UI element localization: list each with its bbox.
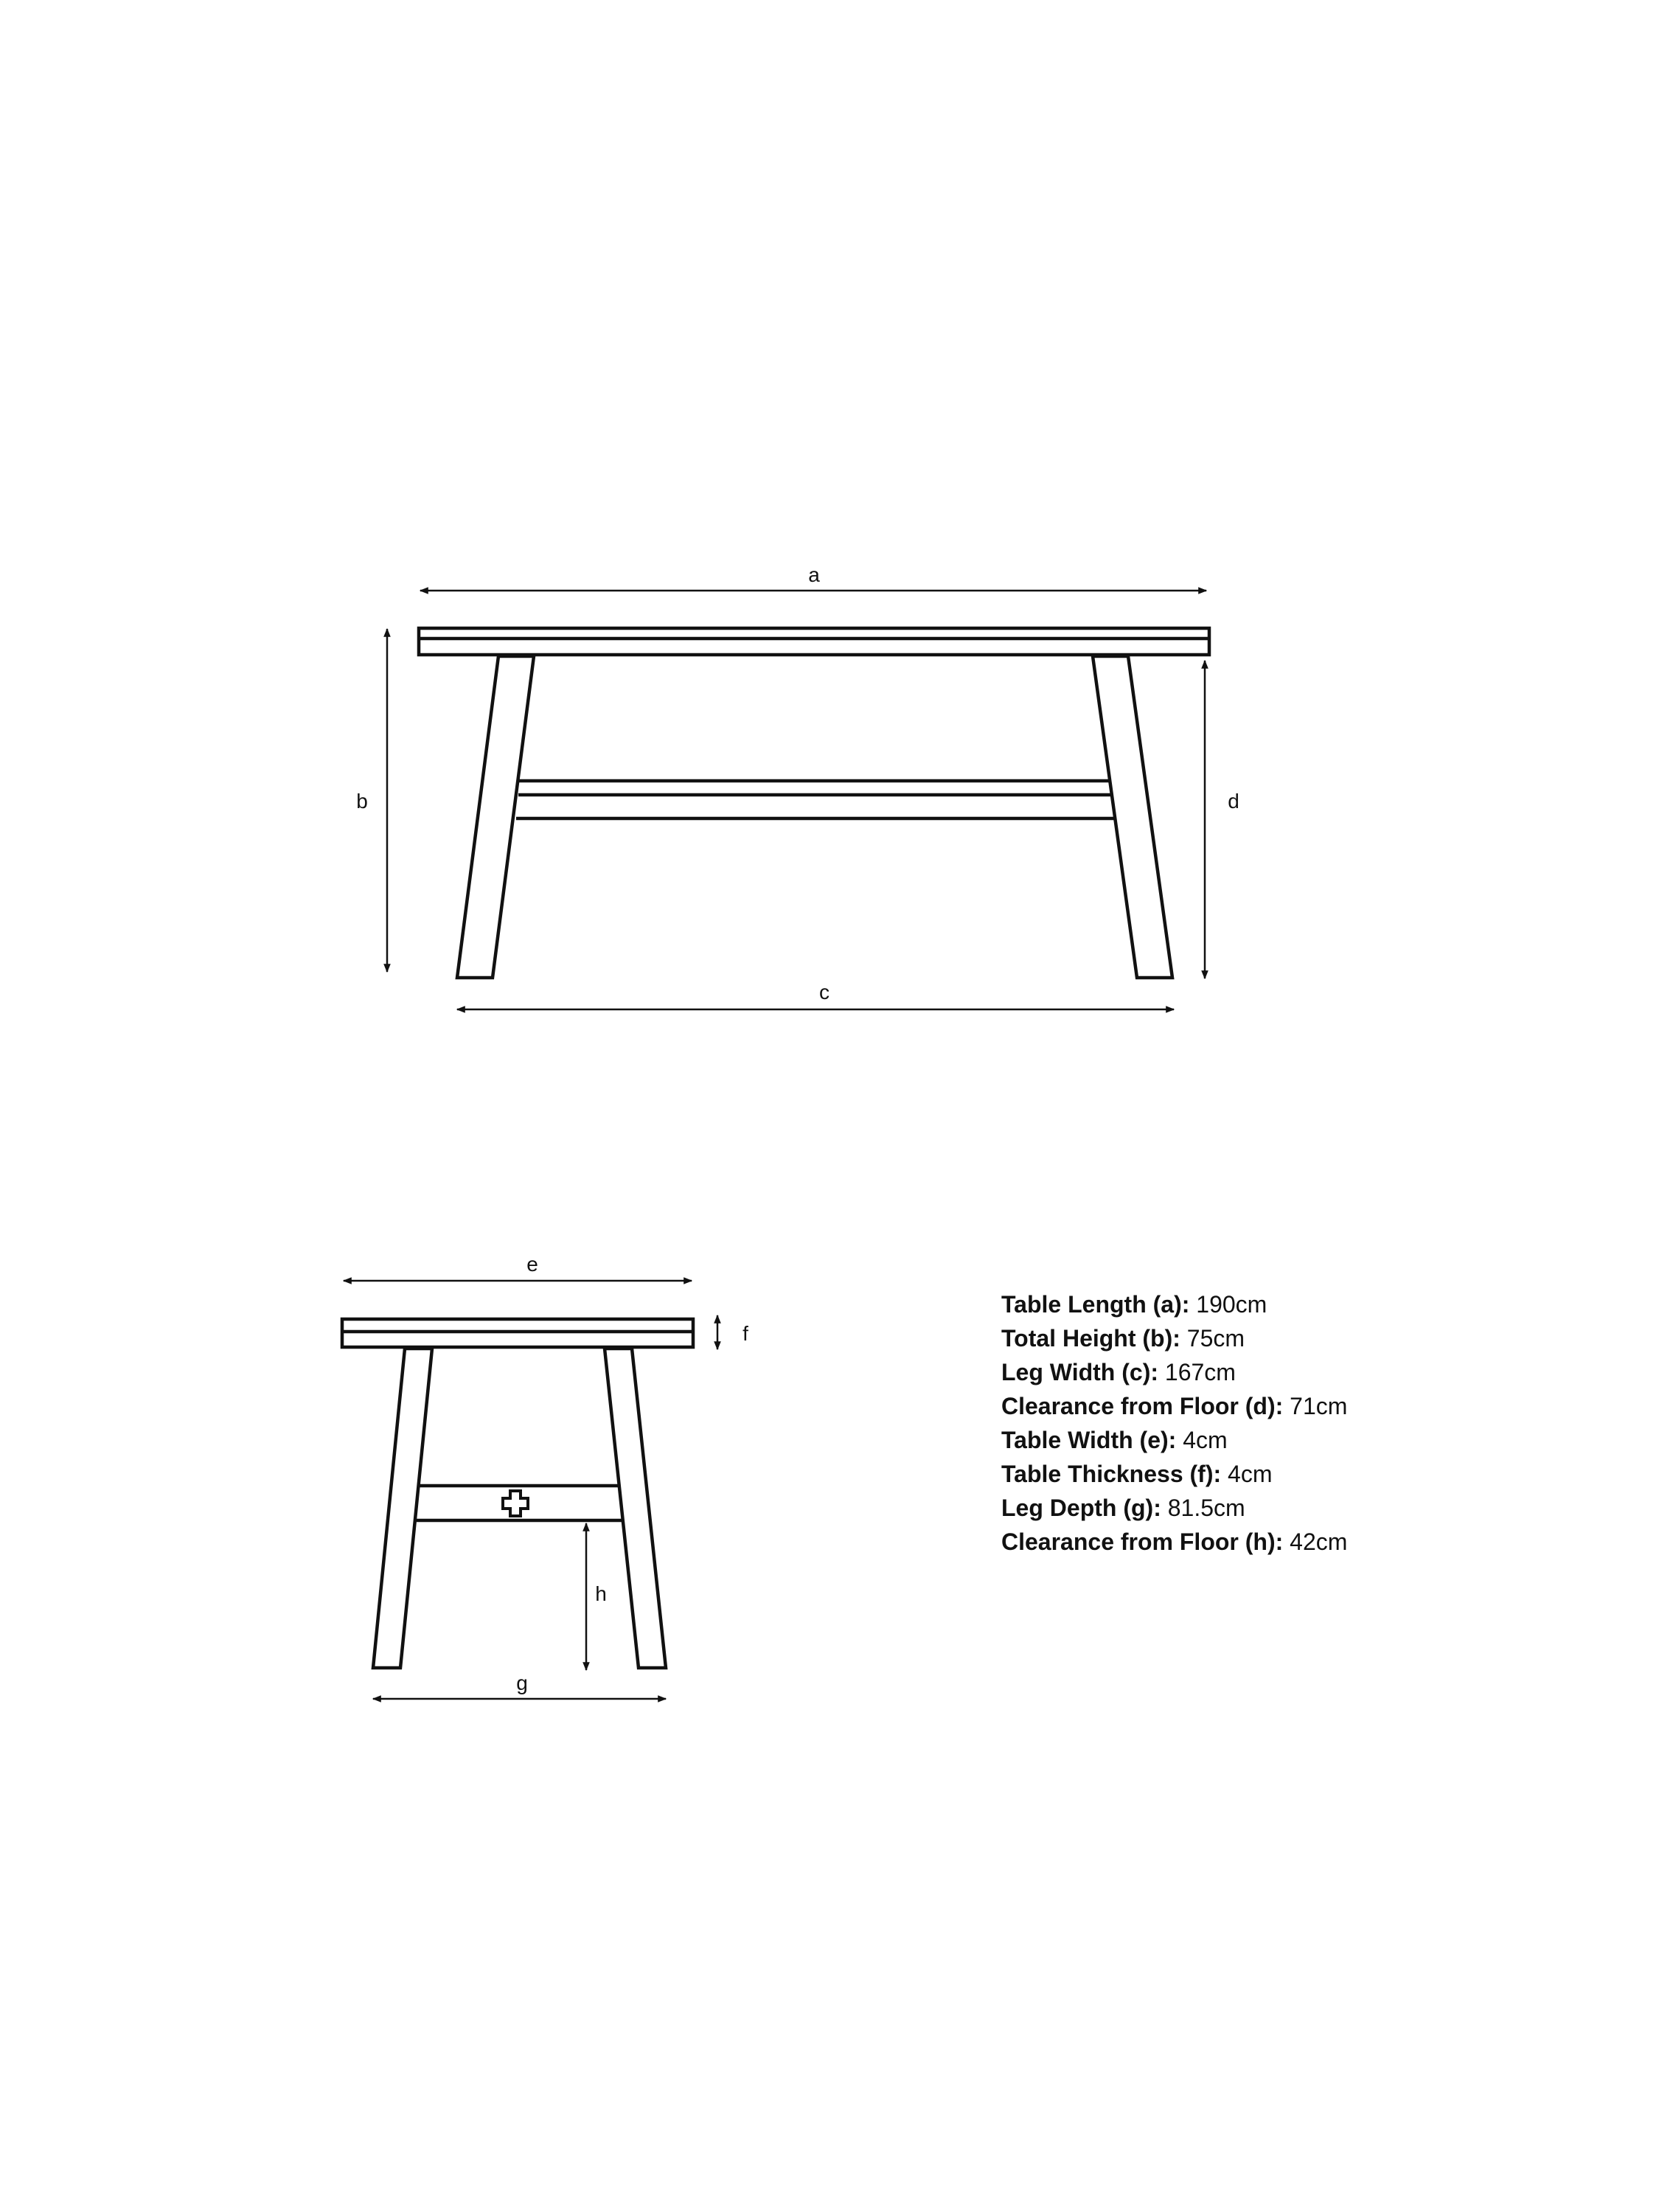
- spec-key: Clearance from Floor (h):: [1001, 1528, 1284, 1555]
- spec-value: 75cm: [1186, 1325, 1245, 1352]
- spec-value: 81.5cm: [1167, 1495, 1245, 1521]
- spec-row-table-length: [1001, 1287, 1347, 1321]
- end-table-top: [342, 1319, 693, 1347]
- spec-row-leg-width: [1001, 1355, 1347, 1389]
- dimension-label-d: d: [1228, 790, 1239, 813]
- dimension-label-g: g: [516, 1672, 528, 1694]
- side-stretcher: [516, 781, 1115, 818]
- end-left-leg: [373, 1349, 432, 1668]
- spec-value: 42cm: [1290, 1528, 1348, 1555]
- spec-row-table-width: [1001, 1423, 1347, 1457]
- dimension-label-b: b: [356, 790, 368, 813]
- spec-row-table-thickness: [1001, 1457, 1347, 1491]
- spec-key: Table Width (e):: [1001, 1427, 1177, 1453]
- spec-row-leg-depth: [1001, 1491, 1347, 1525]
- spec-row-clearance-d: [1001, 1389, 1347, 1423]
- dimension-label-f: f: [742, 1322, 748, 1345]
- joint-cross-icon: [503, 1491, 528, 1516]
- side-view: [356, 563, 1239, 1009]
- spec-value: 167cm: [1164, 1359, 1236, 1385]
- spec-value: 190cm: [1196, 1291, 1267, 1318]
- spec-value: 4cm: [1228, 1461, 1273, 1487]
- dimension-label-a: a: [808, 563, 820, 586]
- spec-value: 71cm: [1290, 1393, 1348, 1419]
- spec-row-total-height: [1001, 1321, 1347, 1355]
- spec-key: Clearance from Floor (d):: [1001, 1393, 1284, 1419]
- spec-key: Table Length (a):: [1001, 1291, 1190, 1318]
- spec-key: Total Height (b):: [1001, 1325, 1180, 1352]
- dimensions-spec-list: [1001, 1287, 1347, 1559]
- dimension-label-c: c: [819, 981, 830, 1004]
- dimension-label-e: e: [526, 1253, 538, 1276]
- dimension-label-h: h: [595, 1582, 607, 1605]
- side-table-top: [419, 628, 1209, 655]
- spec-key: Leg Width (c):: [1001, 1359, 1158, 1385]
- end-view: [342, 1253, 748, 1699]
- spec-key: Table Thickness (f):: [1001, 1461, 1222, 1487]
- spec-value: 4cm: [1183, 1427, 1228, 1453]
- spec-row-clearance-h: [1001, 1525, 1347, 1559]
- spec-key: Leg Depth (g):: [1001, 1495, 1161, 1521]
- end-right-leg: [605, 1349, 666, 1668]
